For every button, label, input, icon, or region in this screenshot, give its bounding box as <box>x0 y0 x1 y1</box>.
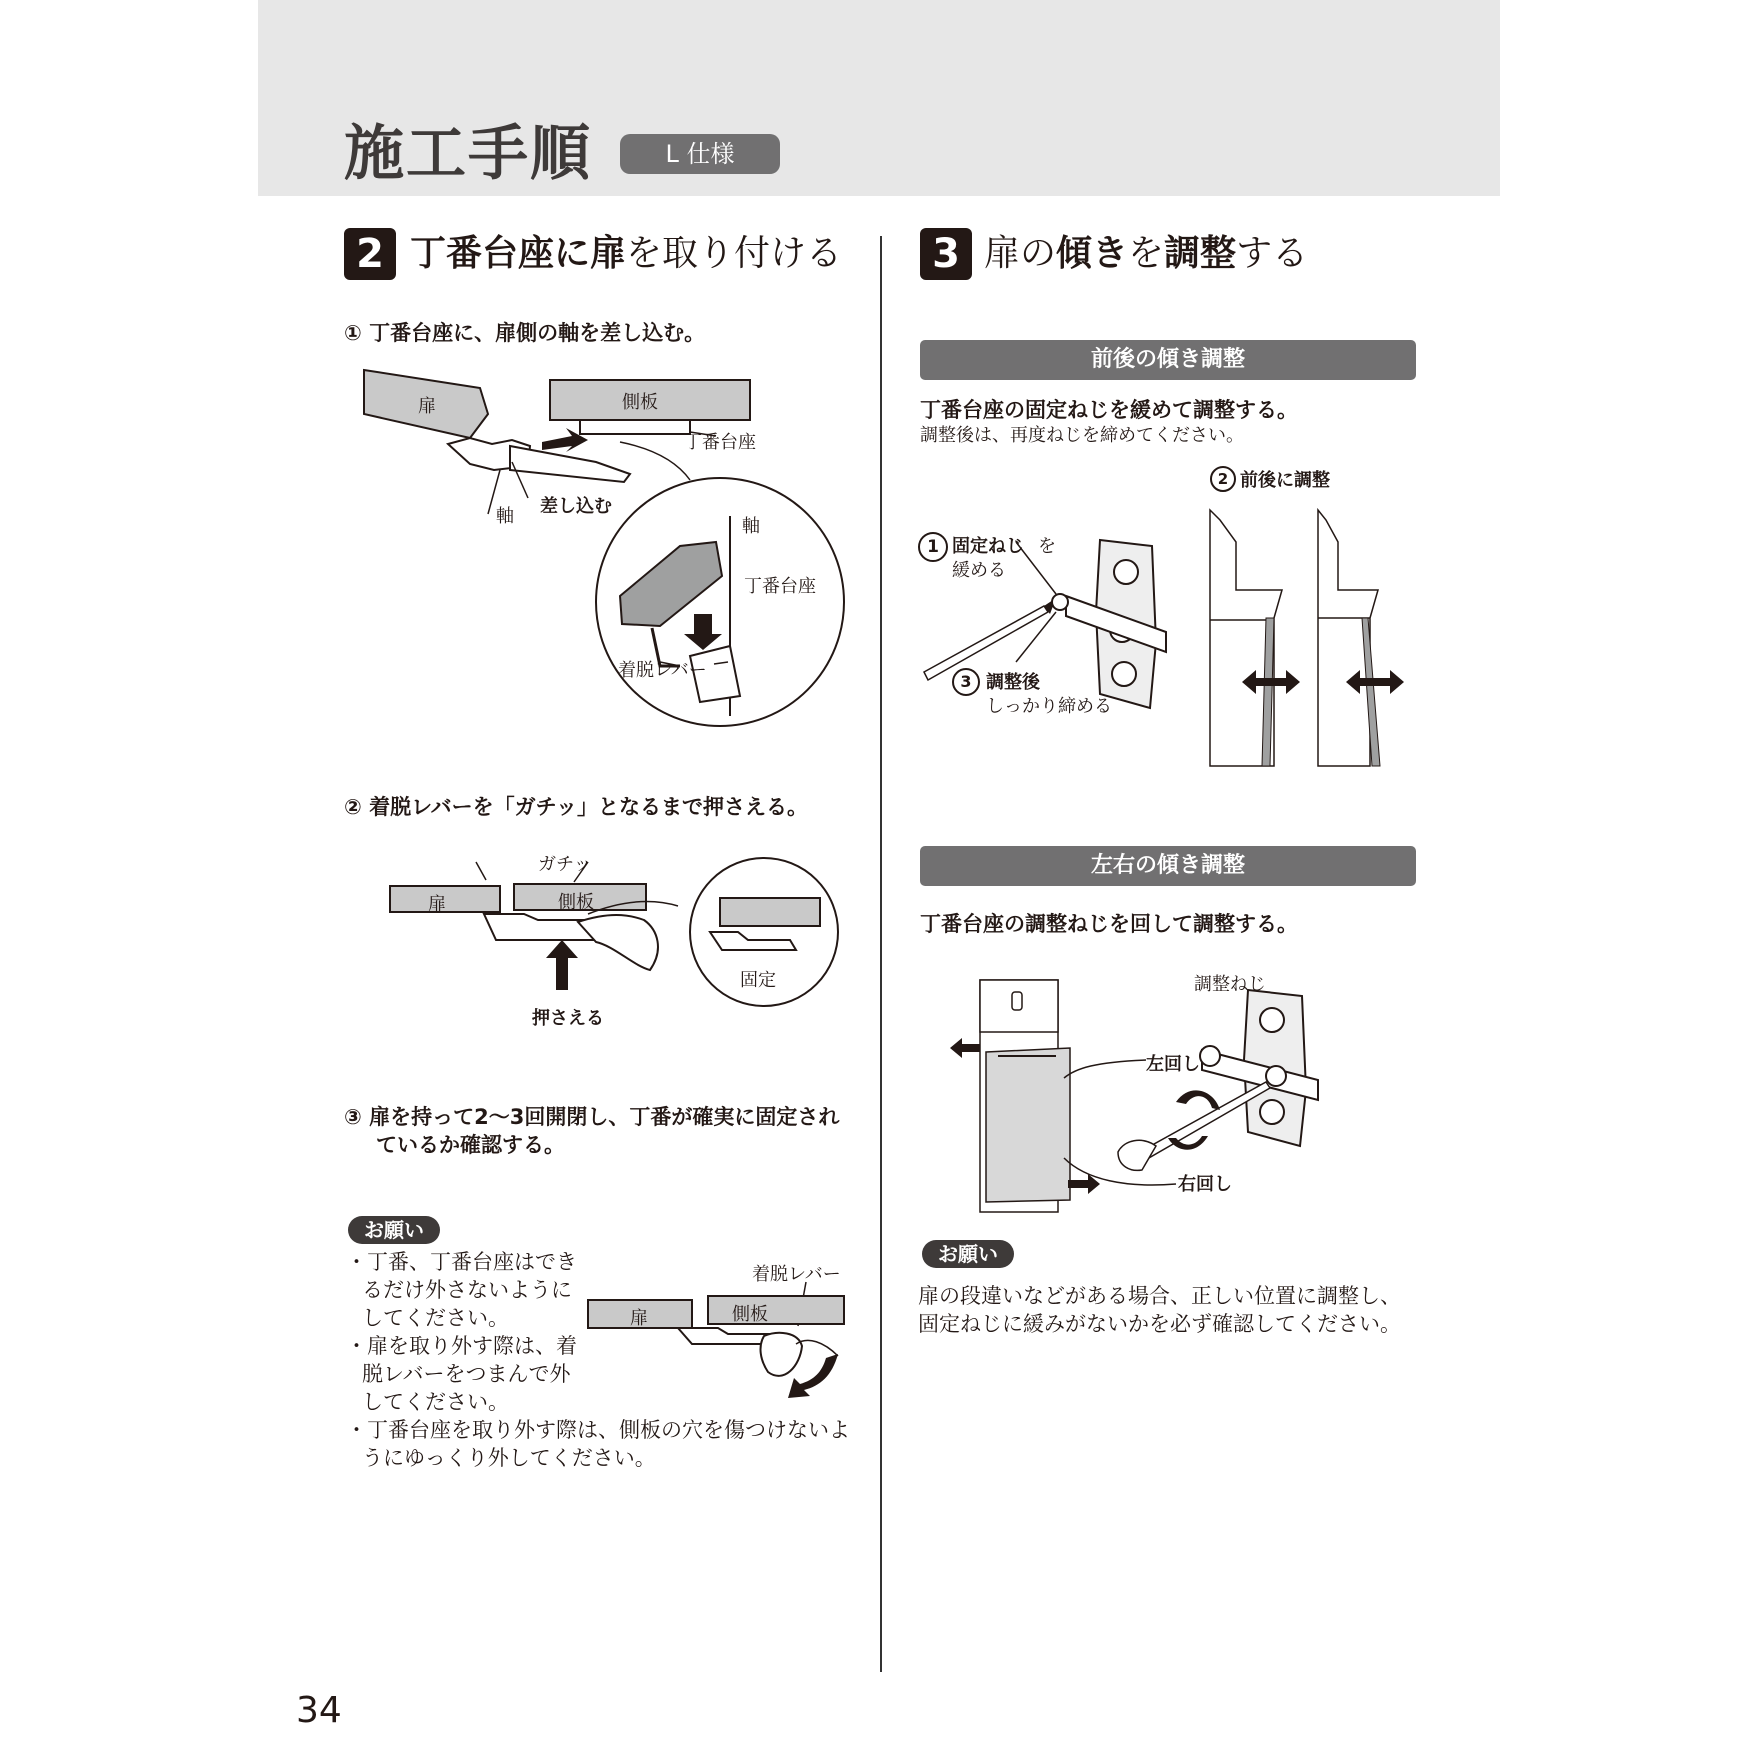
fig1-side-panel-label: 側板 <box>622 392 658 413</box>
fig2-click-label: ガチッ <box>538 854 592 875</box>
step-3-note-label: お願い <box>922 1240 1014 1268</box>
note-fig-side-panel-label: 側板 <box>732 1304 768 1325</box>
note-line: ・扉を取り外す際は、着 <box>346 1334 577 1358</box>
fig1-door-label: 扉 <box>418 396 436 417</box>
fb-step3-b: しっかり締める <box>986 696 1112 717</box>
front-back-bar: 前後の傾き調整 <box>920 340 1416 380</box>
lr-left-turn-label: 左回し <box>1146 1054 1200 1075</box>
front-back-text-1: 丁番台座の固定ねじを緩めて調整する。 <box>920 398 1298 422</box>
press-lever-illustration <box>388 850 838 1030</box>
left-right-text-1: 丁番台座の調整ねじを回して調整する。 <box>920 912 1298 936</box>
step-2-title-bold: 丁番台座に扉 <box>410 233 627 274</box>
lr-screw-label: 調整ねじ <box>1194 974 1266 995</box>
left-right-bar: 左右の傾き調整 <box>920 846 1416 886</box>
note-line: ・丁番台座を取り外す際は、側板の穴を傷つけないよ <box>346 1418 850 1442</box>
step-2-sub-1: ① 丁番台座に、扉側の軸を差し込む。 <box>344 321 706 345</box>
fig1-zoom-lever-label: 着脱レバー <box>618 660 707 681</box>
step-2-title <box>410 228 842 280</box>
step-2-title-rest: を取り付ける <box>626 233 843 274</box>
front-back-illustration <box>916 462 1416 782</box>
step-3-number: 3 <box>920 228 972 280</box>
note-fig-door-label: 扉 <box>630 1308 648 1329</box>
note-line: ・丁番、丁番台座はでき <box>346 1250 577 1274</box>
fig2-fixed-label: 固定 <box>740 970 776 991</box>
fb-marker-2: 2 <box>1210 466 1236 492</box>
page-number: 34 <box>296 1690 342 1731</box>
column-divider <box>880 236 882 1672</box>
fig2-side-panel-label: 側板 <box>558 892 594 913</box>
fig1-insert-label: 差し込む <box>540 496 612 517</box>
step-2-note-label: お願い <box>348 1216 440 1244</box>
figure-remove-door <box>588 1256 850 1406</box>
fb-step2: 前後に調整 <box>1240 470 1330 491</box>
step-2-note-text <box>346 1248 596 1416</box>
note-fig-lever-label: 着脱レバー <box>752 1264 841 1285</box>
step-3-note-line-1: 扉の段違いなどがある場合、正しい位置に調整し、 <box>918 1284 1401 1308</box>
step-2-note-text-wide <box>346 1416 866 1472</box>
fig1-zoom-base-label: 丁番台座 <box>744 576 816 597</box>
figure-insert-axis <box>360 366 840 736</box>
note-line: るだけ外さないように <box>362 1278 572 1302</box>
step-3-title-d: する <box>1236 233 1309 274</box>
step-2-sub-3-line-1: ③ 扉を持って2〜3回開閉し、丁番が確実に固定され <box>344 1105 840 1129</box>
insert-axis-illustration <box>360 366 840 736</box>
spec-badge: L 仕様 <box>620 134 780 174</box>
step-3-title-b2: 調整 <box>1164 233 1237 274</box>
step-3-title-b1: 傾き <box>1056 233 1129 274</box>
lr-right-turn-label: 右回し <box>1178 1174 1232 1195</box>
fb-step1-c: 緩める <box>952 560 1006 581</box>
fb-marker-3: 3 <box>952 668 980 696</box>
fb-step1-b: を <box>1038 536 1056 557</box>
fig2-press-label: 押さえる <box>532 1008 604 1029</box>
fig1-base-label: 丁番台座 <box>684 432 756 453</box>
fb-marker-1: 1 <box>918 532 948 562</box>
fig1-zoom-axis-label: 軸 <box>742 516 760 537</box>
page-title: 施工手順 <box>344 119 592 189</box>
fig2-door-label: 扉 <box>428 894 446 915</box>
fb-step3-a: 調整後 <box>986 672 1040 693</box>
step-3-note-line-2: 固定ねじに緩みがないかを必ず確認してください。 <box>918 1312 1401 1336</box>
figure-left-right <box>946 970 1376 1210</box>
note-line: してください。 <box>362 1306 509 1330</box>
note-line: うにゆっくり外してください。 <box>362 1446 656 1470</box>
step-2-sub-2: ② 着脱レバーを「ガチッ」となるまで押さえる。 <box>344 795 808 819</box>
step-3-title-a: 扉の <box>984 233 1057 274</box>
step-2-sub-3-line-2: ているか確認する。 <box>376 1133 565 1157</box>
fig1-axis-label: 軸 <box>496 506 514 527</box>
note-line: してください。 <box>362 1390 509 1414</box>
step-2-number: 2 <box>344 228 396 280</box>
step-3-title <box>984 228 1308 280</box>
figure-press-lever <box>388 850 838 1030</box>
step-3-title-c: を <box>1128 233 1165 274</box>
left-right-illustration <box>946 970 1376 1210</box>
front-back-text-2: 調整後は、再度ねじを締めてください。 <box>920 425 1244 446</box>
figure-front-back <box>916 462 1416 782</box>
note-line: 脱レバーをつまんで外 <box>362 1362 571 1386</box>
fb-step1-a: 固定ねじ <box>952 536 1024 557</box>
